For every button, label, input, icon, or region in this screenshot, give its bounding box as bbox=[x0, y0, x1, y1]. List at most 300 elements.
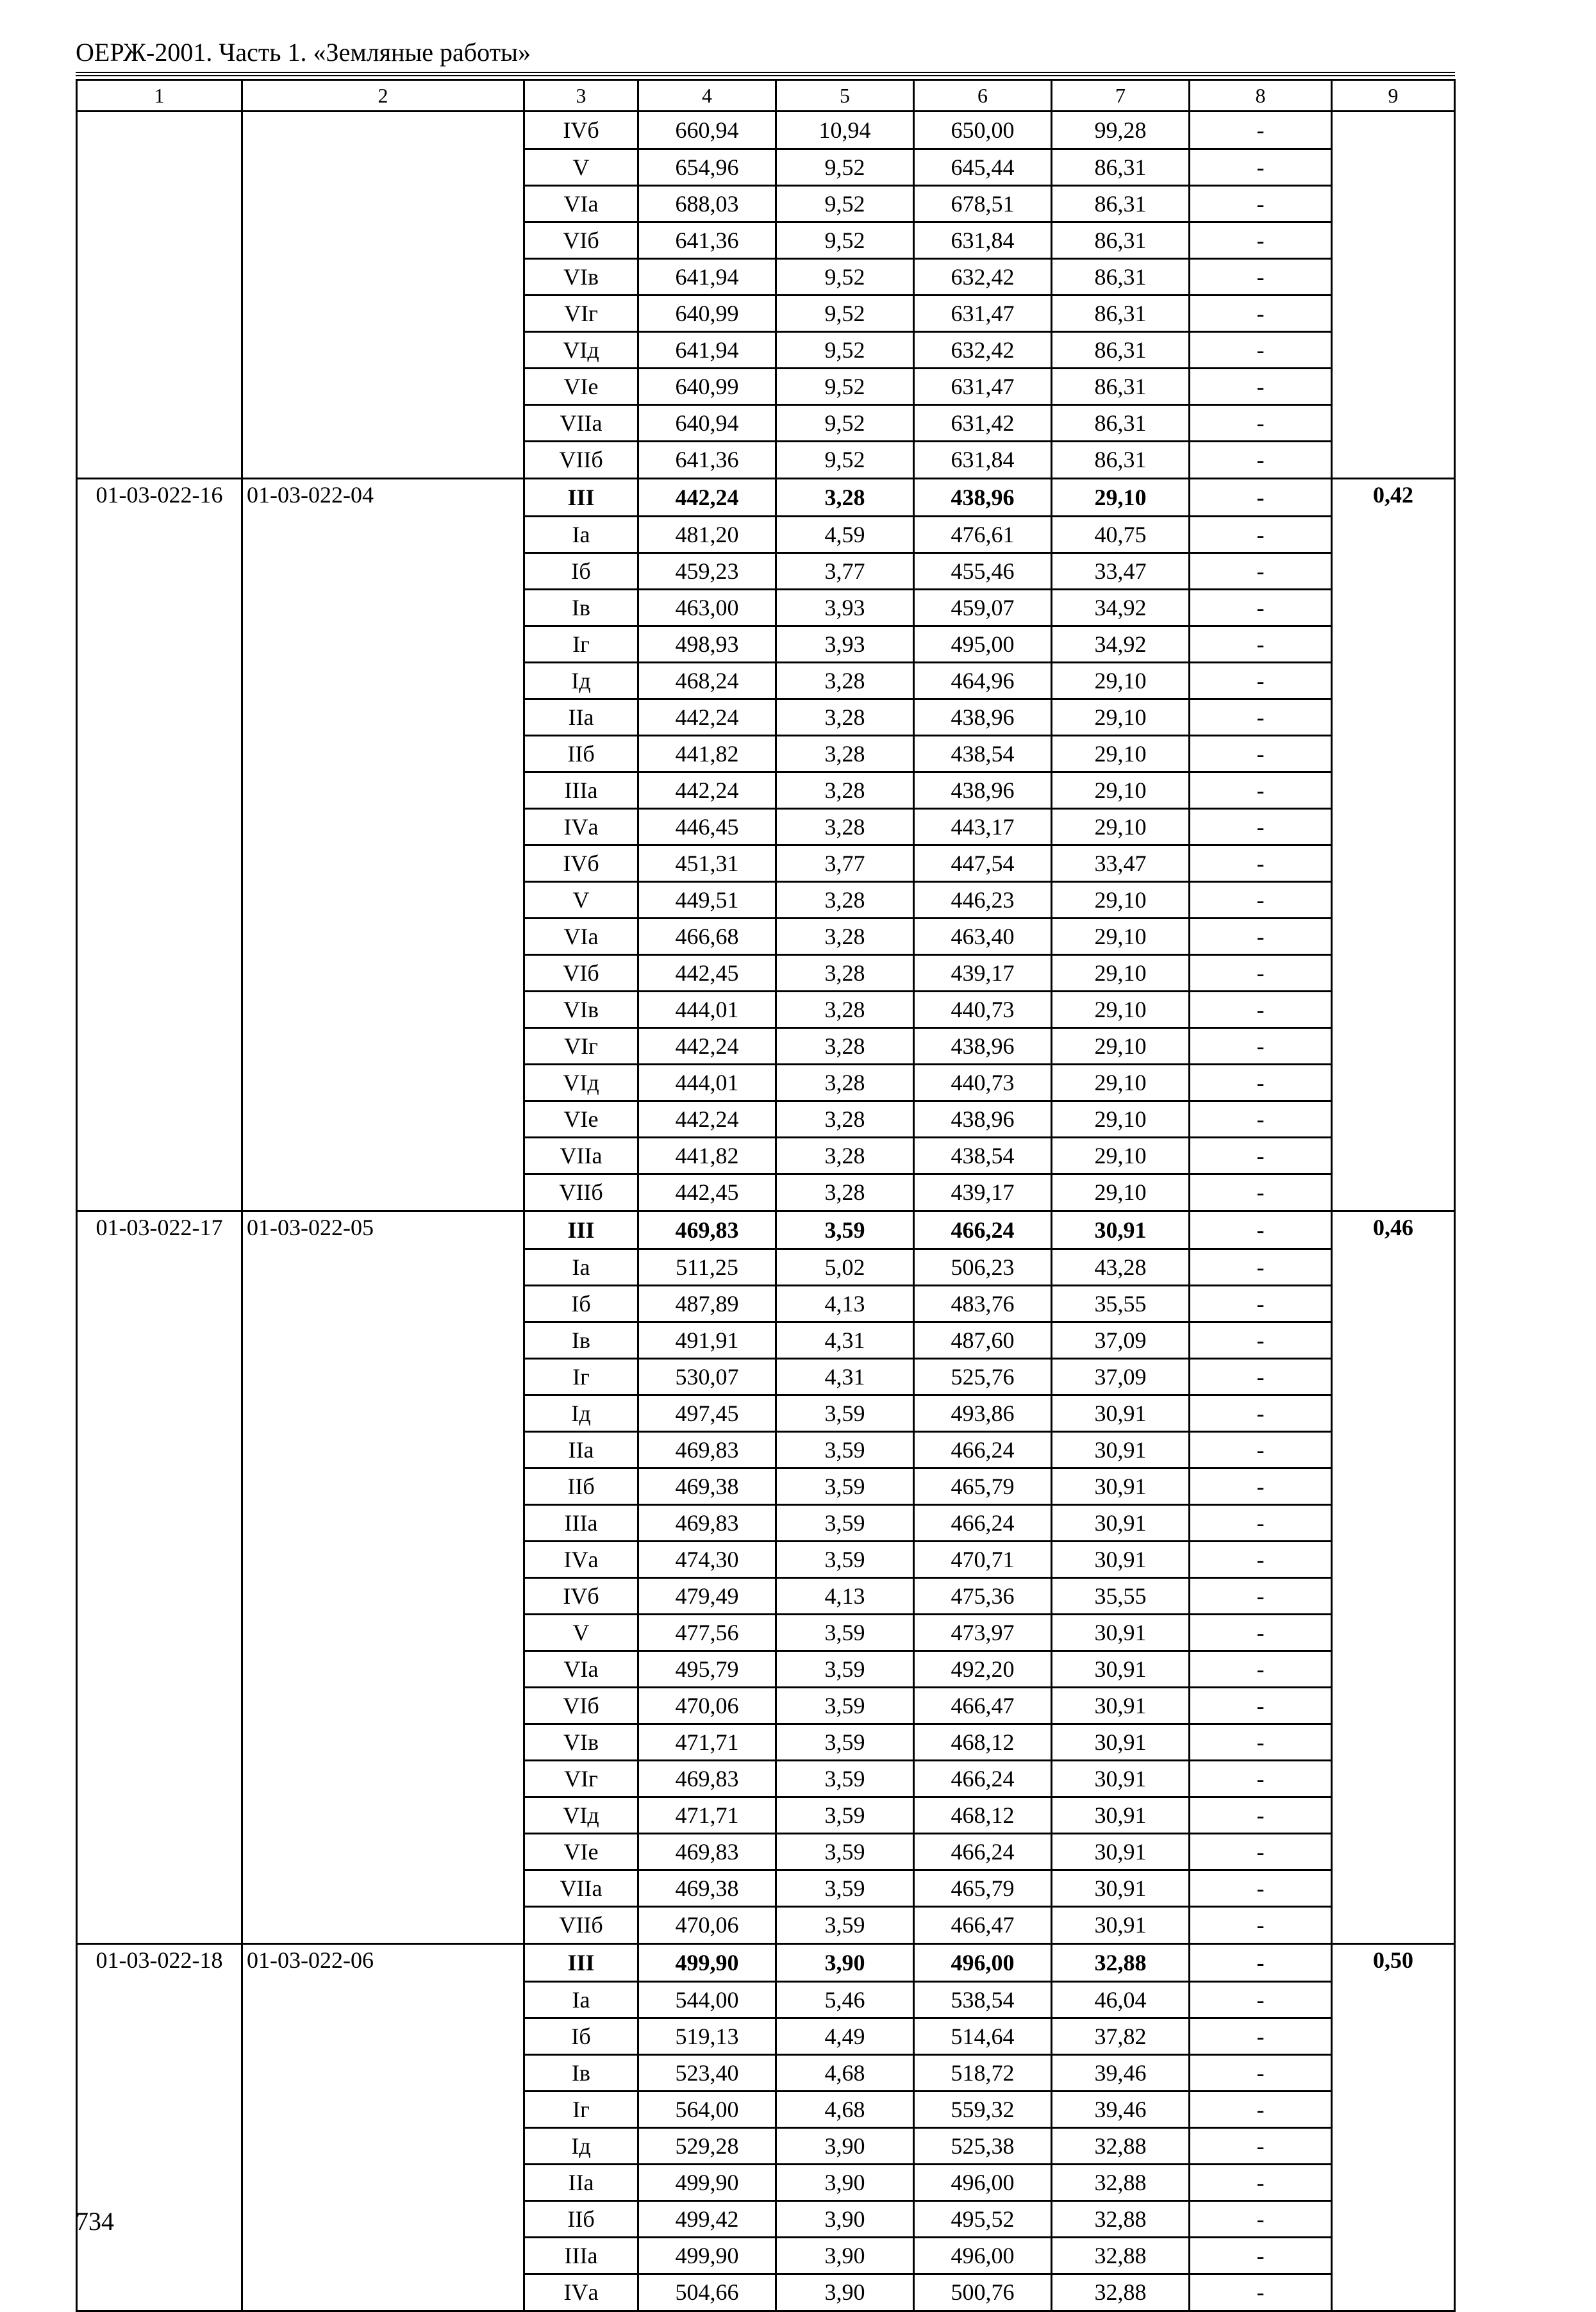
materials-cell: - bbox=[1190, 2127, 1332, 2164]
code-cell bbox=[77, 1687, 242, 1724]
machine-cost-cell: 439,17 bbox=[914, 954, 1052, 991]
machine-cost-cell: 446,23 bbox=[914, 881, 1052, 918]
reference-code-cell bbox=[242, 258, 524, 295]
table-row bbox=[77, 808, 1455, 845]
operator-wages-cell: 32,88 bbox=[1052, 2164, 1190, 2200]
wages-cell: 3,93 bbox=[776, 626, 914, 662]
zone-cell: IIа bbox=[524, 699, 638, 735]
column-number-cell: 4 bbox=[638, 80, 776, 112]
operator-wages-cell: 86,31 bbox=[1052, 331, 1190, 368]
code-cell bbox=[77, 404, 242, 441]
table-row bbox=[77, 1614, 1455, 1651]
total-cost-cell: 442,24 bbox=[638, 772, 776, 808]
operator-wages-cell: 86,31 bbox=[1052, 258, 1190, 295]
reference-code-cell bbox=[242, 954, 524, 991]
table-row bbox=[77, 404, 1455, 441]
operator-wages-cell: 33,47 bbox=[1052, 553, 1190, 589]
code-cell bbox=[77, 1541, 242, 1577]
zone-cell: V bbox=[524, 1614, 638, 1651]
labor-cost-cell bbox=[1332, 699, 1455, 735]
operator-wages-cell: 86,31 bbox=[1052, 404, 1190, 441]
operator-wages-cell: 30,91 bbox=[1052, 1395, 1190, 1431]
code-cell bbox=[77, 553, 242, 589]
total-cost-cell: 498,93 bbox=[638, 626, 776, 662]
reference-code-cell bbox=[242, 1174, 524, 1211]
code-cell bbox=[77, 991, 242, 1027]
zone-cell: IIб bbox=[524, 2200, 638, 2237]
reference-code-cell bbox=[242, 1724, 524, 1760]
operator-wages-cell: 86,31 bbox=[1052, 222, 1190, 258]
labor-cost-cell bbox=[1332, 1687, 1455, 1724]
wages-cell: 3,28 bbox=[776, 1064, 914, 1101]
machine-cost-cell: 495,00 bbox=[914, 626, 1052, 662]
table-row bbox=[77, 1870, 1455, 1906]
wages-cell: 4,59 bbox=[776, 516, 914, 553]
zone-cell: VIв bbox=[524, 1724, 638, 1760]
materials-cell: - bbox=[1190, 699, 1332, 735]
table-row bbox=[77, 954, 1455, 991]
zone-cell: VIIа bbox=[524, 404, 638, 441]
machine-cost-cell: 476,61 bbox=[914, 516, 1052, 553]
table-row bbox=[77, 772, 1455, 808]
materials-cell: - bbox=[1190, 1468, 1332, 1504]
total-cost-cell: 442,24 bbox=[638, 699, 776, 735]
code-cell bbox=[77, 2091, 242, 2127]
wages-cell: 3,59 bbox=[776, 1651, 914, 1687]
labor-cost-cell: 0,42 bbox=[1332, 479, 1455, 517]
machine-cost-cell: 465,79 bbox=[914, 1468, 1052, 1504]
table-row bbox=[77, 662, 1455, 699]
labor-cost-cell bbox=[1332, 368, 1455, 404]
materials-cell: - bbox=[1190, 2018, 1332, 2054]
materials-cell: - bbox=[1190, 1614, 1332, 1651]
reference-code-cell bbox=[242, 918, 524, 954]
materials-cell: - bbox=[1190, 626, 1332, 662]
wages-cell: 3,59 bbox=[776, 1760, 914, 1797]
machine-cost-cell: 632,42 bbox=[914, 331, 1052, 368]
machine-cost-cell: 468,12 bbox=[914, 1797, 1052, 1833]
zone-cell: VIе bbox=[524, 1101, 638, 1137]
labor-cost-cell: 0,46 bbox=[1332, 1211, 1455, 1249]
code-cell: 01-03-022-16 bbox=[77, 479, 242, 517]
labor-cost-cell bbox=[1332, 1358, 1455, 1395]
zone-cell: VIIа bbox=[524, 1870, 638, 1906]
zone-cell: VIIб bbox=[524, 441, 638, 479]
wages-cell: 3,59 bbox=[776, 1468, 914, 1504]
total-cost-cell: 463,00 bbox=[638, 589, 776, 626]
materials-cell: - bbox=[1190, 441, 1332, 479]
code-cell bbox=[77, 772, 242, 808]
machine-cost-cell: 455,46 bbox=[914, 553, 1052, 589]
column-number-cell: 1 bbox=[77, 80, 242, 112]
code-cell bbox=[77, 1981, 242, 2018]
materials-cell: - bbox=[1190, 2200, 1332, 2237]
operator-wages-cell: 30,91 bbox=[1052, 1468, 1190, 1504]
materials-cell: - bbox=[1190, 1285, 1332, 1322]
table-row bbox=[77, 1431, 1455, 1468]
operator-wages-cell: 29,10 bbox=[1052, 954, 1190, 991]
operator-wages-cell: 30,91 bbox=[1052, 1541, 1190, 1577]
code-cell bbox=[77, 112, 242, 149]
table-row bbox=[77, 1322, 1455, 1358]
code-cell bbox=[77, 1101, 242, 1137]
materials-cell: - bbox=[1190, 1358, 1332, 1395]
operator-wages-cell: 39,46 bbox=[1052, 2054, 1190, 2091]
zone-cell: Iб bbox=[524, 553, 638, 589]
table-row bbox=[77, 1504, 1455, 1541]
operator-wages-cell: 35,55 bbox=[1052, 1285, 1190, 1322]
zone-cell: III bbox=[524, 1944, 638, 1982]
total-cost-cell: 441,82 bbox=[638, 735, 776, 772]
materials-cell: - bbox=[1190, 1504, 1332, 1541]
reference-code-cell: 01-03-022-05 bbox=[242, 1211, 524, 1249]
labor-cost-cell bbox=[1332, 1322, 1455, 1358]
wages-cell: 3,28 bbox=[776, 699, 914, 735]
materials-cell: - bbox=[1190, 1064, 1332, 1101]
labor-cost-cell bbox=[1332, 1137, 1455, 1174]
total-cost-cell: 442,45 bbox=[638, 954, 776, 991]
labor-cost-cell bbox=[1332, 1027, 1455, 1064]
zone-cell: IIа bbox=[524, 1431, 638, 1468]
machine-cost-cell: 470,71 bbox=[914, 1541, 1052, 1577]
labor-cost-cell bbox=[1332, 2164, 1455, 2200]
total-cost-cell: 504,66 bbox=[638, 2274, 776, 2311]
zone-cell: Iв bbox=[524, 2054, 638, 2091]
zone-cell: Iа bbox=[524, 1981, 638, 2018]
labor-cost-cell bbox=[1332, 185, 1455, 222]
table-row bbox=[77, 1358, 1455, 1395]
code-cell bbox=[77, 662, 242, 699]
total-cost-cell: 564,00 bbox=[638, 2091, 776, 2127]
wages-cell: 9,52 bbox=[776, 258, 914, 295]
table-row bbox=[77, 368, 1455, 404]
materials-cell: - bbox=[1190, 2274, 1332, 2311]
wages-cell: 3,59 bbox=[776, 1431, 914, 1468]
total-cost-cell: 481,20 bbox=[638, 516, 776, 553]
wages-cell: 3,59 bbox=[776, 1687, 914, 1724]
reference-code-cell bbox=[242, 1322, 524, 1358]
reference-code-cell bbox=[242, 881, 524, 918]
zone-cell: VIд bbox=[524, 1064, 638, 1101]
wages-cell: 3,28 bbox=[776, 735, 914, 772]
reference-code-cell bbox=[242, 2091, 524, 2127]
labor-cost-cell bbox=[1332, 1906, 1455, 1944]
code-cell bbox=[77, 2127, 242, 2164]
total-cost-cell: 459,23 bbox=[638, 553, 776, 589]
code-cell bbox=[77, 2237, 242, 2274]
zone-cell: Iб bbox=[524, 1285, 638, 1322]
zone-cell: VIа bbox=[524, 1651, 638, 1687]
operator-wages-cell: 30,91 bbox=[1052, 1833, 1190, 1870]
wages-cell: 5,46 bbox=[776, 1981, 914, 2018]
code-cell bbox=[77, 2164, 242, 2200]
materials-cell: - bbox=[1190, 1249, 1332, 1285]
machine-cost-cell: 439,17 bbox=[914, 1174, 1052, 1211]
materials-cell: - bbox=[1190, 1541, 1332, 1577]
materials-cell: - bbox=[1190, 918, 1332, 954]
wages-cell: 3,59 bbox=[776, 1504, 914, 1541]
machine-cost-cell: 473,97 bbox=[914, 1614, 1052, 1651]
machine-cost-cell: 440,73 bbox=[914, 1064, 1052, 1101]
code-cell bbox=[77, 1760, 242, 1797]
wages-cell: 9,52 bbox=[776, 222, 914, 258]
code-cell bbox=[77, 1064, 242, 1101]
header-double-rule bbox=[76, 72, 1455, 76]
zone-cell: VIе bbox=[524, 1833, 638, 1870]
total-cost-cell: 442,24 bbox=[638, 1101, 776, 1137]
labor-cost-cell bbox=[1332, 1724, 1455, 1760]
table-row bbox=[77, 1981, 1455, 2018]
labor-cost-cell bbox=[1332, 1285, 1455, 1322]
total-cost-cell: 519,13 bbox=[638, 2018, 776, 2054]
wages-cell: 3,59 bbox=[776, 1797, 914, 1833]
zone-cell: V bbox=[524, 881, 638, 918]
code-cell bbox=[77, 1833, 242, 1870]
labor-cost-cell bbox=[1332, 626, 1455, 662]
total-cost-cell: 641,94 bbox=[638, 258, 776, 295]
total-cost-cell: 470,06 bbox=[638, 1906, 776, 1944]
reference-code-cell bbox=[242, 1541, 524, 1577]
labor-cost-cell bbox=[1332, 331, 1455, 368]
materials-cell: - bbox=[1190, 1027, 1332, 1064]
labor-cost-cell bbox=[1332, 1064, 1455, 1101]
machine-cost-cell: 493,86 bbox=[914, 1395, 1052, 1431]
machine-cost-cell: 631,84 bbox=[914, 441, 1052, 479]
operator-wages-cell: 29,10 bbox=[1052, 772, 1190, 808]
operator-wages-cell: 30,91 bbox=[1052, 1211, 1190, 1249]
zone-cell: Iг bbox=[524, 2091, 638, 2127]
machine-cost-cell: 631,47 bbox=[914, 295, 1052, 331]
wages-cell: 3,59 bbox=[776, 1614, 914, 1651]
machine-cost-cell: 438,54 bbox=[914, 1137, 1052, 1174]
rates-table bbox=[76, 79, 1456, 2312]
operator-wages-cell: 43,28 bbox=[1052, 1249, 1190, 1285]
total-cost-cell: 469,83 bbox=[638, 1504, 776, 1541]
reference-code-cell bbox=[242, 404, 524, 441]
wages-cell: 4,68 bbox=[776, 2091, 914, 2127]
operator-wages-cell: 29,10 bbox=[1052, 1174, 1190, 1211]
code-cell bbox=[77, 1431, 242, 1468]
table-row bbox=[77, 1174, 1455, 1211]
column-number-cell: 5 bbox=[776, 80, 914, 112]
labor-cost-cell bbox=[1332, 1870, 1455, 1906]
wages-cell: 9,52 bbox=[776, 149, 914, 185]
reference-code-cell bbox=[242, 1906, 524, 1944]
total-cost-cell: 469,83 bbox=[638, 1431, 776, 1468]
reference-code-cell bbox=[242, 222, 524, 258]
operator-wages-cell: 34,92 bbox=[1052, 626, 1190, 662]
column-number-cell: 3 bbox=[524, 80, 638, 112]
machine-cost-cell: 650,00 bbox=[914, 112, 1052, 149]
operator-wages-cell: 29,10 bbox=[1052, 991, 1190, 1027]
labor-cost-cell: 0,50 bbox=[1332, 1944, 1455, 1982]
machine-cost-cell: 459,07 bbox=[914, 589, 1052, 626]
table-row bbox=[77, 295, 1455, 331]
wages-cell: 4,13 bbox=[776, 1285, 914, 1322]
code-cell: 01-03-022-17 bbox=[77, 1211, 242, 1249]
operator-wages-cell: 30,91 bbox=[1052, 1431, 1190, 1468]
total-cost-cell: 640,99 bbox=[638, 368, 776, 404]
total-cost-cell: 469,38 bbox=[638, 1870, 776, 1906]
column-number-row bbox=[77, 80, 1455, 112]
reference-code-cell bbox=[242, 1833, 524, 1870]
zone-cell: III bbox=[524, 479, 638, 517]
materials-cell: - bbox=[1190, 1687, 1332, 1724]
machine-cost-cell: 631,84 bbox=[914, 222, 1052, 258]
table-row bbox=[77, 1249, 1455, 1285]
wages-cell: 3,59 bbox=[776, 1833, 914, 1870]
reference-code-cell bbox=[242, 2018, 524, 2054]
total-cost-cell: 466,68 bbox=[638, 918, 776, 954]
materials-cell: - bbox=[1190, 404, 1332, 441]
machine-cost-cell: 466,47 bbox=[914, 1687, 1052, 1724]
code-cell bbox=[77, 2018, 242, 2054]
table-row bbox=[77, 2054, 1455, 2091]
materials-cell: - bbox=[1190, 1651, 1332, 1687]
machine-cost-cell: 487,60 bbox=[914, 1322, 1052, 1358]
operator-wages-cell: 86,31 bbox=[1052, 185, 1190, 222]
wages-cell: 4,13 bbox=[776, 1577, 914, 1614]
machine-cost-cell: 463,40 bbox=[914, 918, 1052, 954]
reference-code-cell bbox=[242, 1760, 524, 1797]
labor-cost-cell bbox=[1332, 2237, 1455, 2274]
materials-cell: - bbox=[1190, 1211, 1332, 1249]
wages-cell: 3,28 bbox=[776, 662, 914, 699]
code-cell bbox=[77, 258, 242, 295]
zone-cell: VIа bbox=[524, 918, 638, 954]
machine-cost-cell: 514,64 bbox=[914, 2018, 1052, 2054]
machine-cost-cell: 438,96 bbox=[914, 479, 1052, 517]
labor-cost-cell bbox=[1332, 404, 1455, 441]
machine-cost-cell: 466,24 bbox=[914, 1211, 1052, 1249]
reference-code-cell bbox=[242, 735, 524, 772]
table-row bbox=[77, 1137, 1455, 1174]
materials-cell: - bbox=[1190, 1944, 1332, 1982]
labor-cost-cell bbox=[1332, 845, 1455, 881]
materials-cell: - bbox=[1190, 808, 1332, 845]
materials-cell: - bbox=[1190, 149, 1332, 185]
labor-cost-cell bbox=[1332, 222, 1455, 258]
labor-cost-cell bbox=[1332, 441, 1455, 479]
reference-code-cell bbox=[242, 1651, 524, 1687]
table-row bbox=[77, 1651, 1455, 1687]
zone-cell: VIв bbox=[524, 258, 638, 295]
labor-cost-cell bbox=[1332, 589, 1455, 626]
machine-cost-cell: 466,24 bbox=[914, 1833, 1052, 1870]
wages-cell: 3,90 bbox=[776, 1944, 914, 1982]
materials-cell: - bbox=[1190, 1322, 1332, 1358]
zone-cell: IVб bbox=[524, 1577, 638, 1614]
machine-cost-cell: 496,00 bbox=[914, 2237, 1052, 2274]
total-cost-cell: 640,94 bbox=[638, 404, 776, 441]
labor-cost-cell bbox=[1332, 1797, 1455, 1833]
total-cost-cell: 474,30 bbox=[638, 1541, 776, 1577]
zone-cell: Iг bbox=[524, 1358, 638, 1395]
wages-cell: 3,28 bbox=[776, 808, 914, 845]
wages-cell: 3,28 bbox=[776, 1137, 914, 1174]
zone-cell: IIб bbox=[524, 1468, 638, 1504]
wages-cell: 5,02 bbox=[776, 1249, 914, 1285]
reference-code-cell bbox=[242, 331, 524, 368]
operator-wages-cell: 30,91 bbox=[1052, 1797, 1190, 1833]
operator-wages-cell: 29,10 bbox=[1052, 808, 1190, 845]
wages-cell: 4,31 bbox=[776, 1322, 914, 1358]
total-cost-cell: 469,38 bbox=[638, 1468, 776, 1504]
reference-code-cell bbox=[242, 185, 524, 222]
zone-cell: VIе bbox=[524, 368, 638, 404]
table-row bbox=[77, 222, 1455, 258]
machine-cost-cell: 466,24 bbox=[914, 1431, 1052, 1468]
table-row bbox=[77, 1906, 1455, 1944]
labor-cost-cell bbox=[1332, 881, 1455, 918]
operator-wages-cell: 30,91 bbox=[1052, 1504, 1190, 1541]
wages-cell: 3,90 bbox=[776, 2164, 914, 2200]
zone-cell: IIб bbox=[524, 735, 638, 772]
wages-cell: 3,59 bbox=[776, 1870, 914, 1906]
reference-code-cell bbox=[242, 1468, 524, 1504]
total-cost-cell: 497,45 bbox=[638, 1395, 776, 1431]
labor-cost-cell bbox=[1332, 1249, 1455, 1285]
table-row bbox=[77, 2018, 1455, 2054]
machine-cost-cell: 438,96 bbox=[914, 1101, 1052, 1137]
code-cell bbox=[77, 918, 242, 954]
wages-cell: 3,90 bbox=[776, 2274, 914, 2311]
labor-cost-cell bbox=[1332, 1614, 1455, 1651]
code-cell bbox=[77, 1577, 242, 1614]
wages-cell: 3,77 bbox=[776, 553, 914, 589]
machine-cost-cell: 632,42 bbox=[914, 258, 1052, 295]
zone-cell: Iв bbox=[524, 1322, 638, 1358]
labor-cost-cell bbox=[1332, 1577, 1455, 1614]
operator-wages-cell: 37,82 bbox=[1052, 2018, 1190, 2054]
materials-cell: - bbox=[1190, 1174, 1332, 1211]
operator-wages-cell: 40,75 bbox=[1052, 516, 1190, 553]
labor-cost-cell bbox=[1332, 516, 1455, 553]
reference-code-cell bbox=[242, 1577, 524, 1614]
code-cell bbox=[77, 1249, 242, 1285]
code-cell bbox=[77, 368, 242, 404]
reference-code-cell bbox=[242, 845, 524, 881]
zone-cell: VIIа bbox=[524, 1137, 638, 1174]
reference-code-cell bbox=[242, 441, 524, 479]
wages-cell: 4,68 bbox=[776, 2054, 914, 2091]
wages-cell: 3,28 bbox=[776, 772, 914, 808]
code-cell bbox=[77, 149, 242, 185]
reference-code-cell bbox=[242, 1137, 524, 1174]
operator-wages-cell: 86,31 bbox=[1052, 149, 1190, 185]
operator-wages-cell: 34,92 bbox=[1052, 589, 1190, 626]
operator-wages-cell: 86,31 bbox=[1052, 295, 1190, 331]
wages-cell: 3,28 bbox=[776, 479, 914, 517]
code-cell bbox=[77, 1906, 242, 1944]
reference-code-cell bbox=[242, 368, 524, 404]
table-row bbox=[77, 2164, 1455, 2200]
table-row bbox=[77, 1211, 1455, 1249]
total-cost-cell: 468,24 bbox=[638, 662, 776, 699]
zone-cell: III bbox=[524, 1211, 638, 1249]
materials-cell: - bbox=[1190, 2054, 1332, 2091]
materials-cell: - bbox=[1190, 2164, 1332, 2200]
total-cost-cell: 471,71 bbox=[638, 1797, 776, 1833]
wages-cell: 3,59 bbox=[776, 1211, 914, 1249]
operator-wages-cell: 29,10 bbox=[1052, 1064, 1190, 1101]
total-cost-cell: 499,90 bbox=[638, 1944, 776, 1982]
table-row bbox=[77, 441, 1455, 479]
operator-wages-cell: 30,91 bbox=[1052, 1724, 1190, 1760]
wages-cell: 9,52 bbox=[776, 441, 914, 479]
reference-code-cell bbox=[242, 662, 524, 699]
zone-cell: IVб bbox=[524, 112, 638, 149]
